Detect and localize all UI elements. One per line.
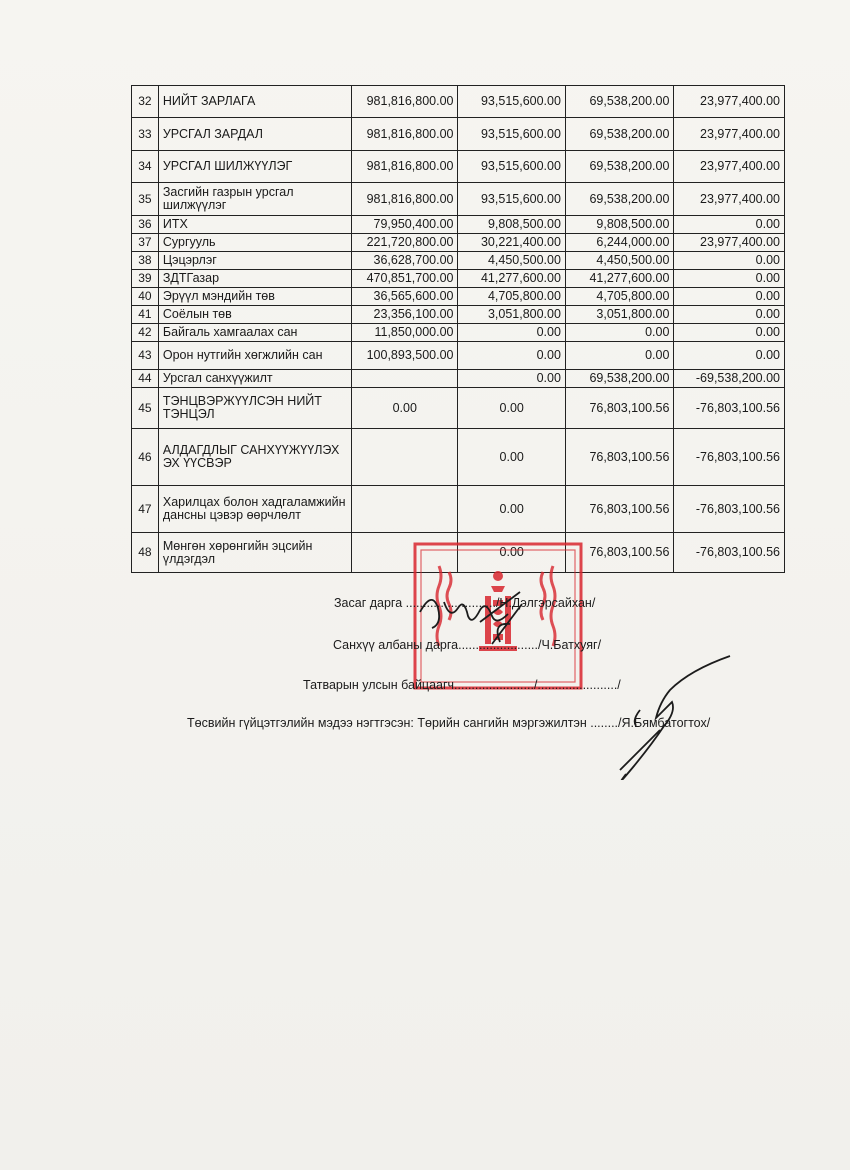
table-row — [132, 252, 785, 270]
value-plan — [352, 370, 458, 388]
table-row — [132, 118, 785, 151]
value-actual: 0.00 — [565, 342, 673, 370]
tax-label: Татварын улсын байцаагч....................... — [303, 678, 534, 692]
value-plan: 11,850,000.00 — [352, 324, 458, 342]
value-period-plan: 0.00 — [458, 429, 565, 486]
row-number: 47 — [132, 486, 159, 533]
row-name: Засгийн газрын урсгал шилжүүлэг — [158, 183, 351, 216]
row-name: ТЭНЦВЭРЖҮҮЛСЭН НИЙТ ТЭНЦЭЛ — [158, 388, 351, 429]
table-row — [132, 486, 785, 533]
value-period-plan: 3,051,800.00 — [458, 306, 565, 324]
value-period-plan: 0.00 — [458, 370, 565, 388]
value-plan: 981,816,800.00 — [352, 183, 458, 216]
value-plan — [352, 486, 458, 533]
value-period-plan: 93,515,600.00 — [458, 183, 565, 216]
table-row — [132, 306, 785, 324]
value-actual: 69,538,200.00 — [565, 118, 673, 151]
finance-signature-line — [333, 638, 601, 652]
row-name: Харилцах болон хадгаламжийн дансны цэвэр өөрчлөлт — [158, 486, 351, 533]
value-actual: 69,538,200.00 — [565, 370, 673, 388]
value-difference: 23,977,400.00 — [674, 234, 785, 252]
row-number: 35 — [132, 183, 159, 216]
value-plan: 981,816,800.00 — [352, 151, 458, 183]
row-name: Урсгал санхүүжилт — [158, 370, 351, 388]
value-period-plan: 93,515,600.00 — [458, 86, 565, 118]
value-actual: 69,538,200.00 — [565, 86, 673, 118]
value-actual: 4,705,800.00 — [565, 288, 673, 306]
row-number: 46 — [132, 429, 159, 486]
value-difference: -76,803,100.56 — [674, 486, 785, 533]
tax-signature-line — [303, 678, 621, 692]
value-difference: 0.00 — [674, 270, 785, 288]
governor-signature-line — [334, 596, 595, 610]
value-period-plan: 93,515,600.00 — [458, 118, 565, 151]
row-number: 32 — [132, 86, 159, 118]
value-difference: -76,803,100.56 — [674, 429, 785, 486]
value-plan: 981,816,800.00 — [352, 86, 458, 118]
table-row — [132, 288, 785, 306]
table-row — [132, 388, 785, 429]
value-actual: 76,803,100.56 — [565, 486, 673, 533]
row-number: 40 — [132, 288, 159, 306]
value-actual: 4,450,500.00 — [565, 252, 673, 270]
value-actual: 69,538,200.00 — [565, 151, 673, 183]
value-period-plan: 0.00 — [458, 533, 565, 573]
value-actual: 3,051,800.00 — [565, 306, 673, 324]
value-difference: -76,803,100.56 — [674, 533, 785, 573]
value-period-plan: 30,221,400.00 — [458, 234, 565, 252]
row-name: Эрүүл мэндийн төв — [158, 288, 351, 306]
table-row — [132, 342, 785, 370]
value-plan: 36,628,700.00 — [352, 252, 458, 270]
row-name: Орон нутгийн хөгжлийн сан — [158, 342, 351, 370]
value-plan: 100,893,500.00 — [352, 342, 458, 370]
budget-table-body — [132, 86, 785, 573]
row-name: Соёлын төв — [158, 306, 351, 324]
row-name: Цэцэрлэг — [158, 252, 351, 270]
row-number: 41 — [132, 306, 159, 324]
value-period-plan: 0.00 — [458, 388, 565, 429]
value-difference: 0.00 — [674, 252, 785, 270]
table-row — [132, 183, 785, 216]
table-row — [132, 270, 785, 288]
value-plan: 221,720,800.00 — [352, 234, 458, 252]
table-row — [132, 429, 785, 486]
row-number: 42 — [132, 324, 159, 342]
row-number: 34 — [132, 151, 159, 183]
budget-label: Төсвийн гүйцэтгэлийн мэдээ нэгтгэсэн: Төрийн сангийн мэргэжилтэн ........ — [187, 716, 619, 730]
value-period-plan: 41,277,600.00 — [458, 270, 565, 288]
table-row — [132, 216, 785, 234]
value-difference: 23,977,400.00 — [674, 86, 785, 118]
value-plan: 470,851,700.00 — [352, 270, 458, 288]
value-difference: 0.00 — [674, 216, 785, 234]
value-plan: 981,816,800.00 — [352, 118, 458, 151]
table-row — [132, 151, 785, 183]
table-row — [132, 370, 785, 388]
row-number: 48 — [132, 533, 159, 573]
table-row — [132, 86, 785, 118]
value-difference: 23,977,400.00 — [674, 151, 785, 183]
value-actual: 76,803,100.56 — [565, 429, 673, 486]
value-actual: 41,277,600.00 — [565, 270, 673, 288]
value-plan: 79,950,400.00 — [352, 216, 458, 234]
value-actual: 9,808,500.00 — [565, 216, 673, 234]
row-name: УРСГАЛ ШИЛЖҮҮЛЭГ — [158, 151, 351, 183]
value-actual: 76,803,100.56 — [565, 388, 673, 429]
governor-label: Засаг дарга .......................... — [334, 596, 496, 610]
value-period-plan: 0.00 — [458, 342, 565, 370]
row-number: 43 — [132, 342, 159, 370]
row-number: 39 — [132, 270, 159, 288]
finance-name: /Ч.Батхуяг/ — [538, 638, 602, 652]
value-period-plan: 9,808,500.00 — [458, 216, 565, 234]
row-name: Байгаль хамгаалах сан — [158, 324, 351, 342]
value-difference: 0.00 — [674, 288, 785, 306]
value-difference: 23,977,400.00 — [674, 183, 785, 216]
value-plan: 0.00 — [352, 388, 458, 429]
value-plan: 23,356,100.00 — [352, 306, 458, 324]
budget-signature-line — [187, 716, 710, 730]
row-name: АЛДАГДЛЫГ САНХҮҮЖҮҮЛЭХ ЭХ ҮҮСВЭР — [158, 429, 351, 486]
value-actual: 76,803,100.56 — [565, 533, 673, 573]
budget-name: /Я.Бямбатогтох/ — [618, 716, 711, 730]
value-period-plan: 0.00 — [458, 324, 565, 342]
value-difference: -76,803,100.56 — [674, 388, 785, 429]
value-plan — [352, 429, 458, 486]
row-number: 38 — [132, 252, 159, 270]
row-number: 45 — [132, 388, 159, 429]
value-difference: 23,977,400.00 — [674, 118, 785, 151]
value-actual: 0.00 — [565, 324, 673, 342]
row-number: 44 — [132, 370, 159, 388]
row-number: 37 — [132, 234, 159, 252]
value-period-plan: 93,515,600.00 — [458, 151, 565, 183]
governor-name: /Н.Дэлгэрсайхан/ — [495, 596, 596, 610]
budget-table — [131, 85, 785, 573]
value-difference: 0.00 — [674, 324, 785, 342]
value-difference: 0.00 — [674, 306, 785, 324]
table-row — [132, 234, 785, 252]
row-name: НИЙТ ЗАРЛАГА — [158, 86, 351, 118]
value-difference: -69,538,200.00 — [674, 370, 785, 388]
value-period-plan: 0.00 — [458, 486, 565, 533]
tax-name: /......................./ — [533, 678, 621, 692]
value-plan: 36,565,600.00 — [352, 288, 458, 306]
row-number: 36 — [132, 216, 159, 234]
finance-label: Санхүү албаны дарга....................... — [333, 638, 538, 652]
value-period-plan: 4,705,800.00 — [458, 288, 565, 306]
budget-signature — [600, 650, 740, 780]
row-name: Мөнгөн хөрөнгийн эцсийн үлдэгдэл — [158, 533, 351, 573]
table-row — [132, 324, 785, 342]
value-difference: 0.00 — [674, 342, 785, 370]
row-name: Сургууль — [158, 234, 351, 252]
value-period-plan: 4,450,500.00 — [458, 252, 565, 270]
row-name: ИТХ — [158, 216, 351, 234]
row-name: ЗДТГазар — [158, 270, 351, 288]
value-actual: 6,244,000.00 — [565, 234, 673, 252]
row-number: 33 — [132, 118, 159, 151]
value-actual: 69,538,200.00 — [565, 183, 673, 216]
row-name: УРСГАЛ ЗАРДАЛ — [158, 118, 351, 151]
